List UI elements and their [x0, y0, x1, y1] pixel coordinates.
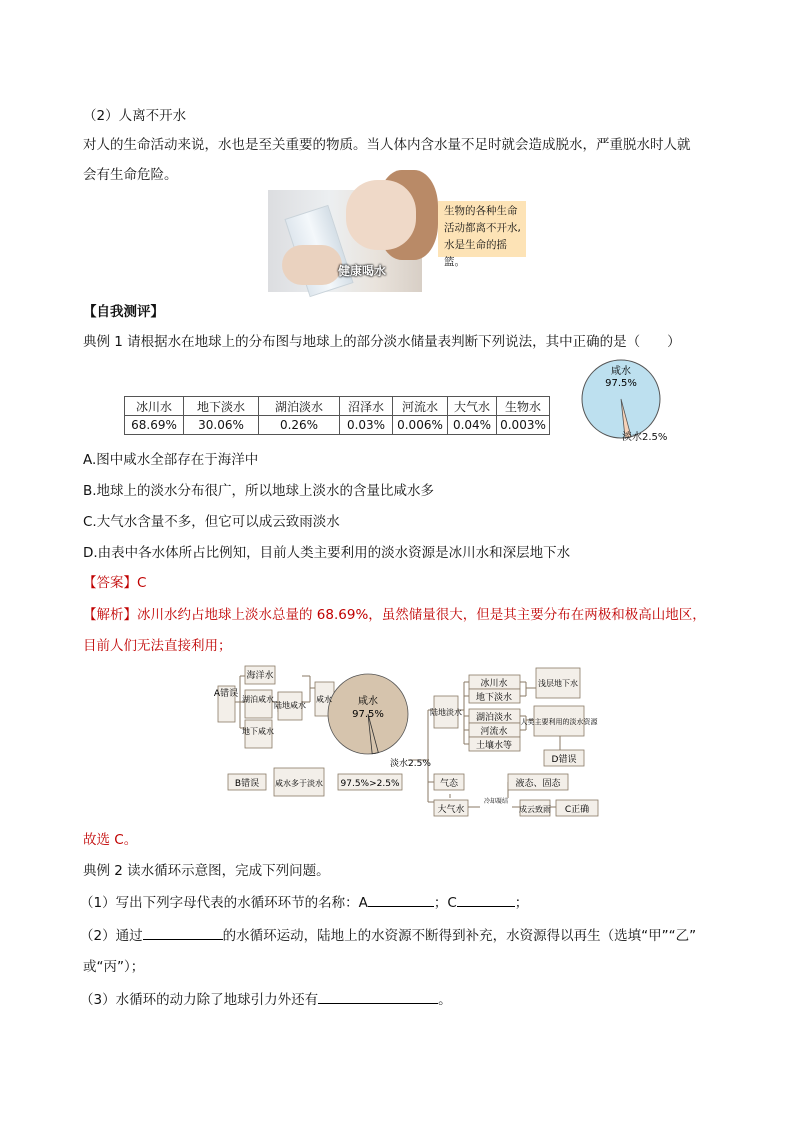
drinking-water-photo — [268, 190, 422, 292]
table-cell: 30.06% — [184, 416, 259, 435]
table-cell: 河流水 — [393, 397, 448, 416]
table-value-row — [125, 416, 550, 435]
photo-caption: 健康喝水 — [338, 264, 387, 278]
label-lake-salt: 湖泊咸水 — [242, 695, 274, 704]
analysis-line-2: 目前人们无法直接利用； — [83, 638, 232, 654]
circle-label-pct: 97.5% — [352, 709, 384, 720]
q1-text-b: ；C — [433, 895, 457, 911]
label-ground-fresh: 地下淡水 — [475, 693, 513, 703]
answer-blank-3[interactable] — [318, 990, 438, 1004]
connector-line — [520, 682, 536, 696]
label-glacier: 冰川水 — [480, 679, 508, 689]
question-3 — [80, 988, 452, 1008]
option-a: A.图中咸水全部存在于海洋中 — [83, 452, 259, 468]
table-cell: 0.04% — [448, 416, 497, 435]
connector-line — [408, 710, 434, 802]
label-salt: 咸水 — [316, 695, 332, 704]
q3-text-b: 。 — [438, 992, 452, 1008]
table-header-row — [125, 397, 550, 416]
connector-line — [428, 782, 434, 802]
label-condense: 冷却凝结 — [483, 798, 509, 805]
label-land-salt: 陆地咸水 — [274, 701, 306, 710]
analysis-line-1: 【解析】冰川水约占地球上淡水总量的 68.69%，虽然储量很大，但是其主要分布在两极和极高山地区， — [83, 607, 706, 623]
label-c-correct: C正确 — [564, 805, 590, 815]
label-air: 大气水 — [437, 805, 465, 815]
circle-label-fresh: 淡水2.5% — [390, 759, 431, 769]
option-b: B.地球上的淡水分布很广，所以地球上淡水的含量比咸水多 — [83, 483, 435, 499]
answer: 【答案】C — [83, 575, 147, 591]
label-ground-salt: 地下咸水 — [242, 727, 274, 736]
note-line: 水是生命的摇篮。 — [444, 239, 507, 268]
circle-label-salt: 咸水 — [358, 696, 378, 707]
table-cell: 冰川水 — [125, 397, 184, 416]
table-cell: 0.003% — [497, 416, 550, 435]
q1-text-a: （1）写出下列字母代表的水循环环节的名称：A — [80, 895, 368, 911]
pie-label-fresh: 淡水2.5% — [622, 432, 668, 443]
label-shallow: 浅层地下水 — [538, 679, 578, 688]
label-a-error: A错误 — [213, 689, 239, 699]
table-cell: 大气水 — [448, 397, 497, 416]
answer-blank-2[interactable] — [143, 926, 223, 940]
table-cell: 生物水 — [497, 397, 550, 416]
self-test-heading: 【自我测评】 — [83, 304, 164, 320]
label-more-salt: 咸水多于淡水 — [275, 779, 323, 788]
table-cell: 0.006% — [393, 416, 448, 435]
label-rain: 成云致雨 — [519, 805, 551, 814]
pie-label-salt: 咸水 — [611, 366, 631, 377]
label-b-error: B错误 — [234, 779, 260, 789]
question-1 — [80, 891, 528, 911]
example2-question: 典例 2 读水循环示意图，完成下列问题。 — [83, 863, 330, 879]
q2-text-b: 的水循环运动，陆地上的水资源不断得到补充，水资源得以再生（选填“甲”“乙” — [222, 928, 697, 944]
label-gas: 气态 — [439, 779, 459, 789]
answer-blank-a[interactable] — [368, 893, 434, 907]
table-cell: 0.26% — [259, 416, 340, 435]
section-title: （2）人离不开水 — [83, 108, 187, 124]
example1-question: 典例 1 请根据水在地球上的分布图与地球上的部分淡水储量表判断下列说法，其中正确的是（ ） — [83, 334, 681, 350]
freshwater-table — [124, 396, 550, 435]
q3-text-a: （3）水循环的动力除了地球引力外还有 — [80, 992, 319, 1008]
question-2 — [80, 924, 696, 944]
table-cell: 沼泽水 — [340, 397, 393, 416]
label-river: 河流水 — [480, 727, 508, 737]
answer-blank-c[interactable] — [457, 893, 515, 907]
analysis-diagram — [213, 662, 598, 815]
question-2-cont: 或“丙”）； — [83, 959, 145, 975]
option-c: C.大气水含量不多，但它可以成云致雨淡水 — [83, 514, 340, 530]
label-d-error: D错误 — [551, 755, 577, 765]
table-cell: 0.03% — [340, 416, 393, 435]
label-lake-fresh: 湖泊淡水 — [475, 713, 513, 723]
connector-line — [302, 676, 315, 702]
note-line: 生物的各种生命 — [444, 205, 518, 217]
conclusion: 故选 C。 — [83, 832, 138, 848]
label-compare: 97.5%>2.5% — [340, 779, 400, 789]
note-line: 活动都离不开水, — [444, 222, 521, 234]
info-note — [438, 201, 526, 268]
label-ocean: 海洋水 — [246, 671, 274, 681]
q1-text-c: ； — [514, 895, 529, 911]
pie-label-pct: 97.5% — [605, 378, 637, 389]
paragraph-line-2: 会有生命危险。 — [83, 167, 178, 183]
label-liquid-solid: 液态、固态 — [515, 779, 561, 789]
label-land-fresh: 陆地淡水 — [430, 708, 462, 717]
table-cell: 湖泊淡水 — [259, 397, 340, 416]
table-cell: 68.69% — [125, 416, 184, 435]
option-d: D.由表中各水体所占比例知，目前人类主要利用的淡水资源是冰川水和深层地下水 — [83, 545, 571, 561]
label-soil: 土壤水等 — [475, 741, 513, 751]
q2-text-a: （2）通过 — [80, 928, 143, 944]
paragraph-line-1: 对人的生命活动来说，水也是至关重要的物质。当人体内含水量不足时就会造成脱水，严重脱水时人就 — [83, 137, 691, 153]
label-human: 人类主要利用的淡水资源 — [520, 718, 598, 726]
table-cell: 地下淡水 — [184, 397, 259, 416]
